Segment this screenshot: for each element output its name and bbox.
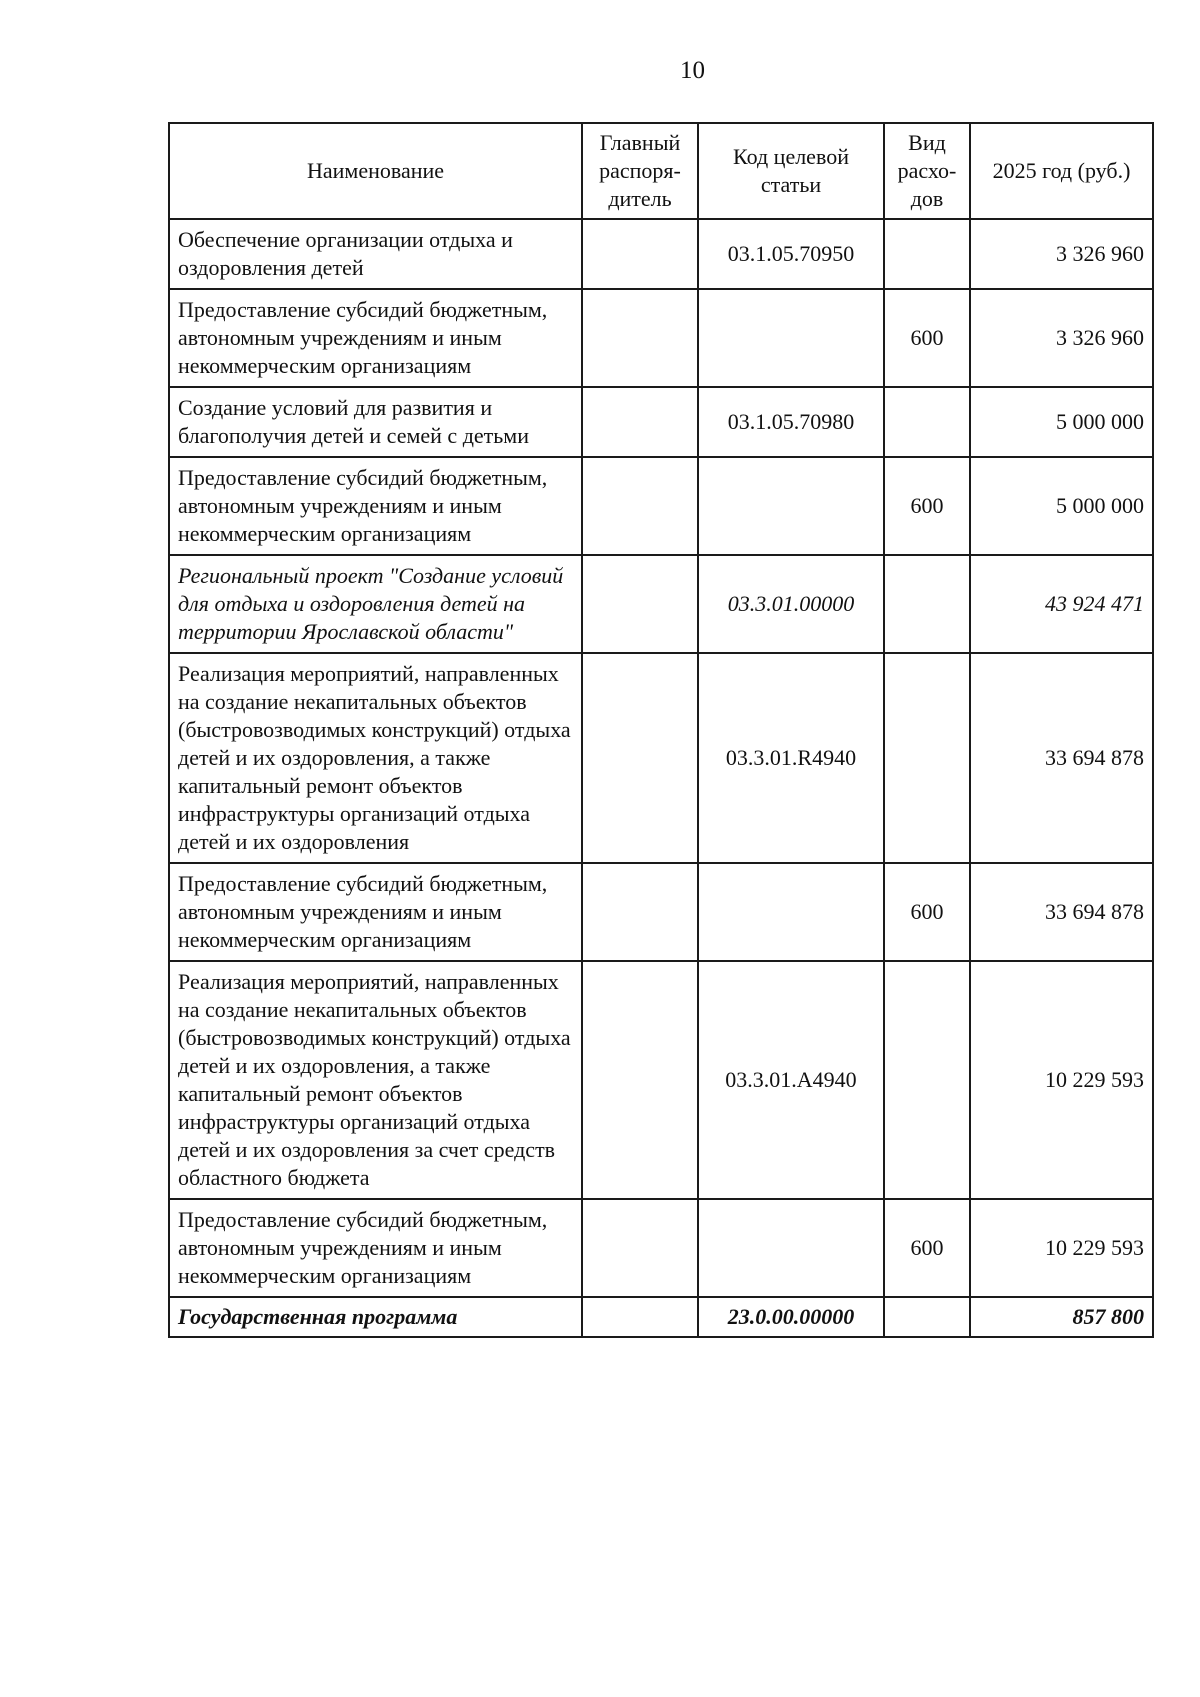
cell-admin (582, 863, 698, 961)
cell-code: 03.1.05.70950 (698, 219, 884, 289)
cell-code (698, 457, 884, 555)
cell-admin (582, 289, 698, 387)
table-row (169, 289, 1153, 387)
cell-amount: 33 694 878 (970, 863, 1153, 961)
cell-name: Реализация мероприятий, направленных на создание некапитальных объектов (быстровозводимых конструкций) отдыха детей и их оздоровления, а также капитальный ремонт объектов инфраструктуры организаций отдыха детей и их оздоровления за счет средств областного бюджета (169, 961, 582, 1199)
cell-type: 600 (884, 863, 970, 961)
cell-admin (582, 555, 698, 653)
table-header-row (169, 123, 1153, 219)
cell-code (698, 863, 884, 961)
cell-name: Предоставление субсидий бюджетным, автономным учреждениям и иным некоммерческим организациям (169, 457, 582, 555)
header-amount: 2025 год (руб.) (970, 123, 1153, 219)
table-row (169, 1199, 1153, 1297)
header-admin: Главный распоря-дитель (582, 123, 698, 219)
cell-admin (582, 961, 698, 1199)
table-body (169, 219, 1153, 1337)
cell-type (884, 653, 970, 863)
cell-name: Региональный проект "Создание условий для отдыха и оздоровления детей на территории Ярославской области" (169, 555, 582, 653)
table-row (169, 555, 1153, 653)
cell-amount: 3 326 960 (970, 219, 1153, 289)
cell-name: Предоставление субсидий бюджетным, автономным учреждениям и иным некоммерческим организациям (169, 289, 582, 387)
cell-amount: 857 800 (970, 1297, 1153, 1337)
cell-name: Обеспечение организации отдыха и оздоровления детей (169, 219, 582, 289)
cell-name: Предоставление субсидий бюджетным, автономным учреждениям и иным некоммерческим организациям (169, 863, 582, 961)
cell-code: 03.3.01.00000 (698, 555, 884, 653)
cell-name: Создание условий для развития и благополучия детей и семей с детьми (169, 387, 582, 457)
page-number: 10 (680, 57, 705, 84)
cell-admin (582, 1199, 698, 1297)
cell-amount: 43 924 471 (970, 555, 1153, 653)
cell-admin (582, 387, 698, 457)
header-code: Код целевой статьи (698, 123, 884, 219)
cell-amount: 5 000 000 (970, 387, 1153, 457)
table-row (169, 653, 1153, 863)
cell-type: 600 (884, 457, 970, 555)
cell-type: 600 (884, 1199, 970, 1297)
cell-type (884, 219, 970, 289)
cell-code: 03.3.01.A4940 (698, 961, 884, 1199)
cell-type (884, 555, 970, 653)
cell-name: Реализация мероприятий, направленных на создание некапитальных объектов (быстровозводимых конструкций) отдыха детей и их оздоровления, а также капитальный ремонт объектов инфраструктуры организаций отдыха детей и их оздоровления (169, 653, 582, 863)
header-name: Наименование (169, 123, 582, 219)
cell-admin (582, 653, 698, 863)
cell-amount: 33 694 878 (970, 653, 1153, 863)
cell-code (698, 289, 884, 387)
table-row (169, 961, 1153, 1199)
cell-code (698, 1199, 884, 1297)
table-row (169, 863, 1153, 961)
cell-code: 23.0.00.00000 (698, 1297, 884, 1337)
cell-admin (582, 1297, 698, 1337)
cell-type: 600 (884, 289, 970, 387)
cell-code: 03.3.01.R4940 (698, 653, 884, 863)
cell-admin (582, 219, 698, 289)
table-row (169, 457, 1153, 555)
cell-admin (582, 457, 698, 555)
table-total-row (169, 1297, 1153, 1337)
cell-name: Государственная программа (169, 1297, 582, 1337)
cell-amount: 10 229 593 (970, 961, 1153, 1199)
cell-type (884, 387, 970, 457)
table-row (169, 219, 1153, 289)
cell-name: Предоставление субсидий бюджетным, автономным учреждениям и иным некоммерческим организациям (169, 1199, 582, 1297)
cell-amount: 3 326 960 (970, 289, 1153, 387)
header-type: Вид расхо-дов (884, 123, 970, 219)
budget-table (168, 122, 1154, 1338)
cell-code: 03.1.05.70980 (698, 387, 884, 457)
table-row (169, 387, 1153, 457)
cell-amount: 5 000 000 (970, 457, 1153, 555)
cell-type (884, 1297, 970, 1337)
cell-amount: 10 229 593 (970, 1199, 1153, 1297)
cell-type (884, 961, 970, 1199)
